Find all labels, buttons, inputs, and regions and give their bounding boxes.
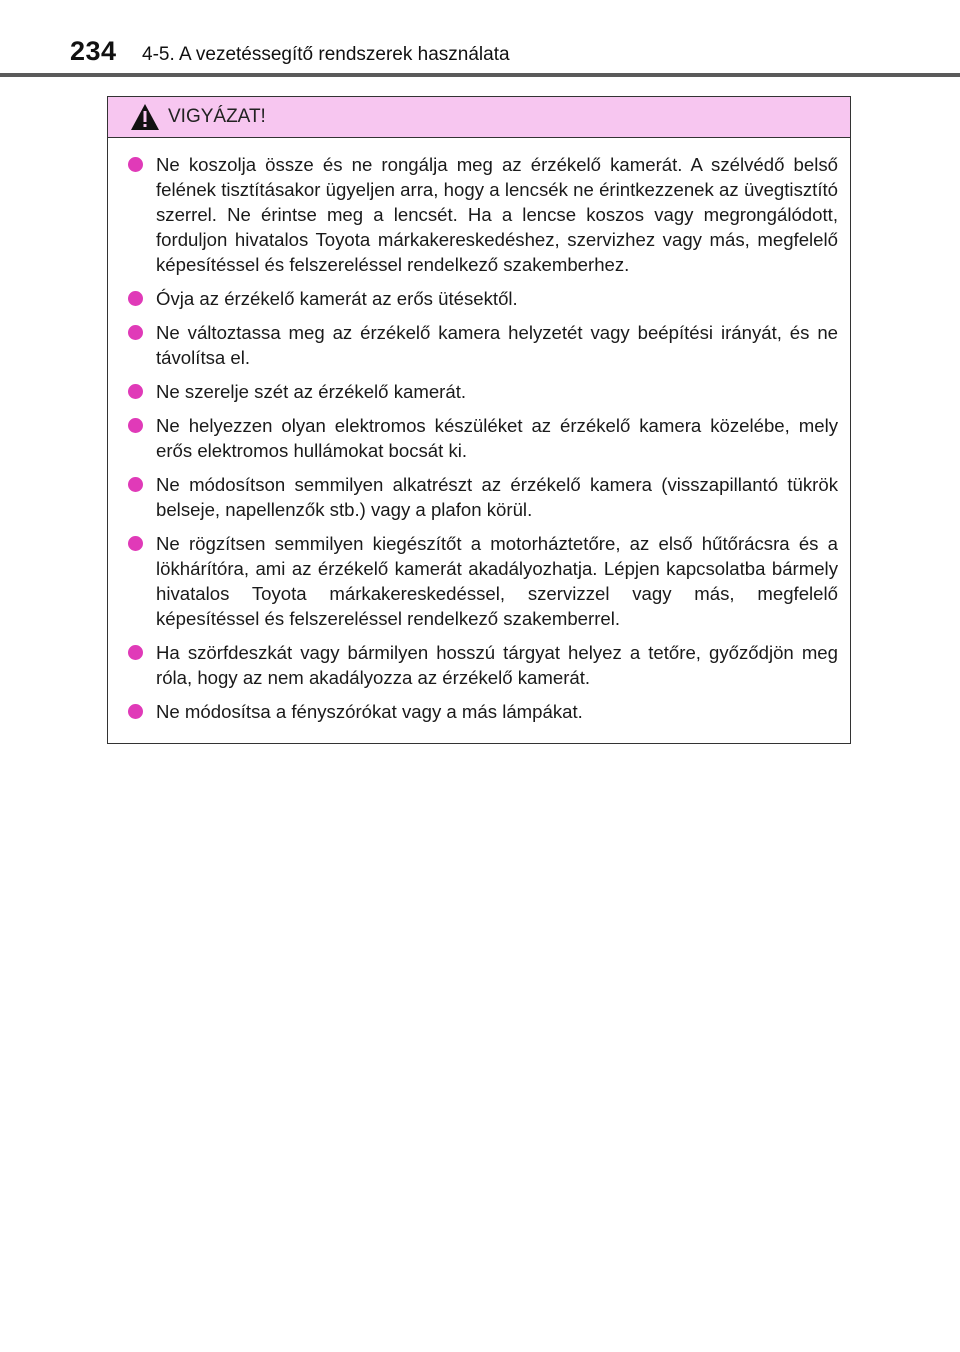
bullet-icon (128, 645, 143, 660)
warning-item (128, 413, 838, 463)
warning-body (108, 138, 850, 724)
bullet-icon (128, 291, 143, 306)
bullet-icon (128, 704, 143, 719)
bullet-icon (128, 384, 143, 399)
warning-item (128, 152, 838, 277)
bullet-icon (128, 536, 143, 551)
bullet-icon (128, 157, 143, 172)
warning-item (128, 379, 838, 404)
warning-item-text: Ha szörfdeszkát vagy bármilyen hosszú tárgyat helyez a tetőre, győződjön meg róla, hogy az nem akadályozza az érzékelő kamerát. (156, 642, 838, 688)
warning-header (108, 97, 850, 138)
warning-item-text: Óvja az érzékelő kamerát az erős ütésektől. (156, 288, 518, 309)
warning-item (128, 286, 838, 311)
warning-item-text: Ne szerelje szét az érzékelő kamerát. (156, 381, 467, 402)
section-title: 4-5. A vezetéssegítő rendszerek használata (142, 44, 510, 65)
page-number: 234 (70, 36, 117, 66)
warning-item-text: Ne változtassa meg az érzékelő kamera helyzetét vagy beépítési irányát, és ne távolítsa el. (156, 322, 838, 368)
warning-box (107, 96, 851, 744)
bullet-icon (128, 325, 143, 340)
warning-item (128, 640, 838, 690)
header-divider (0, 73, 960, 77)
warning-item-text: Ne rögzítsen semmilyen kiegészítőt a motorháztetőre, az első hűtőrácsra és a lökhárítóra, ami az érzékelő kamerát akadályozhatja. Lépjen kapcsolatba bármely hivatalos Toyota márkakereskedéssel, szervizzel vagy más, megfelelő képesítéssel és felszereléssel rendelkező szakemberrel. (156, 533, 838, 629)
warning-item-text: Ne módosítsa a fényszórókat vagy a más lámpákat. (156, 701, 583, 722)
warning-item-text: Ne koszolja össze és ne rongálja meg az érzékelő kamerát. A szélvédő belső felének tisztításakor ügyeljen arra, hogy a lencsék ne érintkezzenek az üvegtisztító szerrel. Ne érintse meg a lencsét. Ha a lencse koszos vagy megrongálódott, forduljon hivatalos Toyota márkakereskedéshez, szervizhez vagy más, megfelelő képesítéssel és felszereléssel rendelkező szakemberhez. (156, 154, 838, 275)
bullet-icon (128, 418, 143, 433)
warning-item (128, 472, 838, 522)
warning-item-text: Ne módosítson semmilyen alkatrészt az érzékelő kamera (visszapillantó tükrök belseje, napellenzők stb.) vagy a plafon körül. (156, 474, 838, 520)
warning-triangle-icon (130, 103, 160, 131)
warning-item (128, 531, 838, 631)
warning-item-text: Ne helyezzen olyan elektromos készüléket az érzékelő kamera közelébe, mely erős elektromos hullámokat bocsát ki. (156, 415, 838, 461)
bullet-icon (128, 477, 143, 492)
warning-title: VIGYÁZAT! (168, 106, 266, 127)
warning-item (128, 320, 838, 370)
page-header (0, 0, 960, 80)
warning-item (128, 699, 838, 724)
